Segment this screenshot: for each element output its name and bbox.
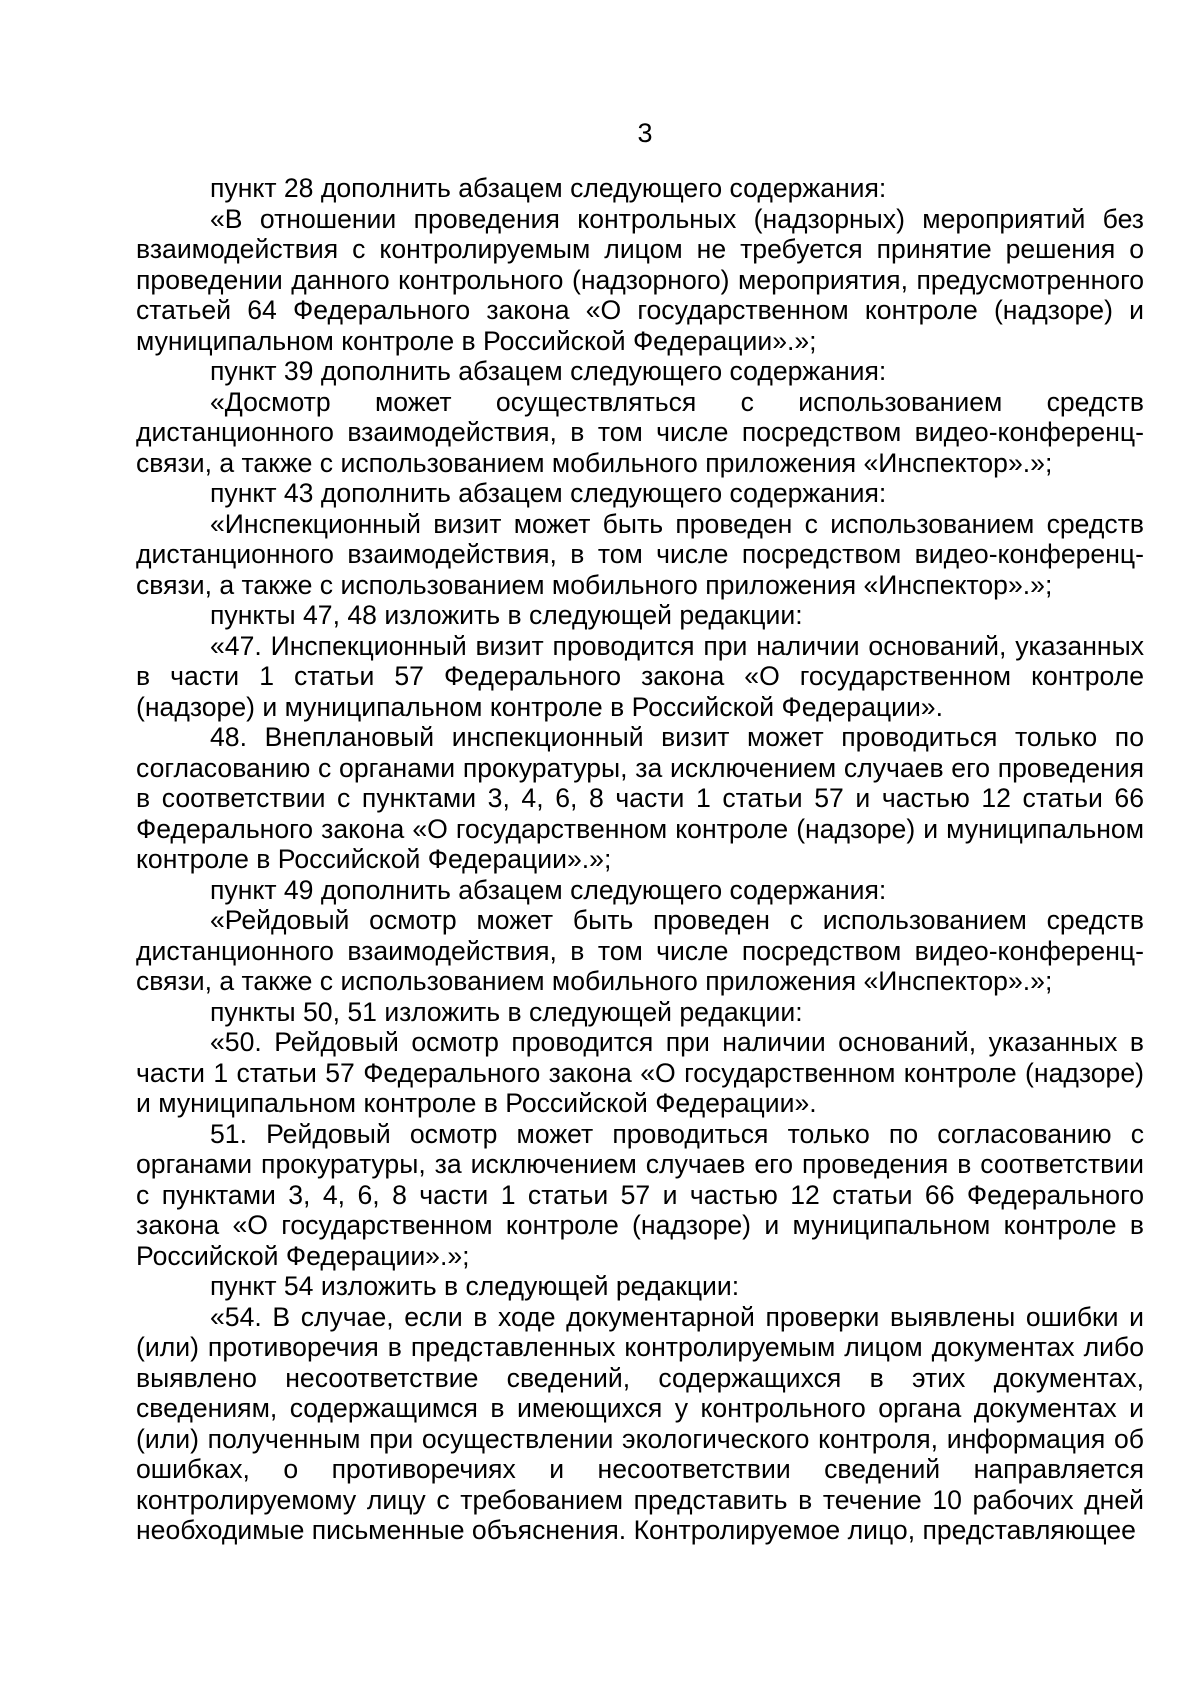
paragraph-point-51-text: 51. Рейдовый осмотр может проводиться только по согласованию с органами прокуратуры, за исключением случаев его проведения в соответствии с пунктами 3, 4, 6, 8 части 1 статьи 57 и частью 12 статьи 66 Федерального закона «О государственном контроле (надзоре) и муниципальном контроле в Российской Федерации».»; — [136, 1118, 1144, 1271]
page-number: 3 — [637, 118, 653, 148]
paragraph-point-54-text: «54. В случае, если в ходе документарной проверки выявлены ошибки и (или) противоречия в представленных контролируемым лицом документах либо выявлено несоответствие сведений, содержащихся в этих документах, сведениям, содержащимся в имеющихся у контрольного органа документах и (или) полученным при осуществлении экологического контроля, информация об ошибках, о противоречиях и несоответствии сведений направляется контролируемому лицу с требованием представить в течение 10 рабочих дней необходимые письменные объяснения. Контролируемое лицо, представляющее — [136, 1301, 1144, 1545]
paragraph-point-43-text: «Инспекционный визит может быть проведен с использованием средств дистанционного взаимодействия, в том числе посредством видео-конференц-связи, а также с использованием мобильного приложения «Инспектор».»; — [136, 508, 1144, 600]
paragraph-amend-point-28: пункт 28 дополнить абзацем следующего содержания: — [210, 173, 887, 203]
paragraph-point-28-text: «В отношении проведения контрольных (надзорных) мероприятий без взаимодействия с контролируемым лицом не требуется принятие решения о проведении данного контрольного (надзорного) мероприятия, предусмотренного статьей 64 Федерального закона «О государственном контроле (надзоре) и муниципальном контроле в Российской Федерации».»; — [136, 203, 1144, 356]
paragraph-amend-point-39: пункт 39 дополнить абзацем следующего содержания: — [210, 356, 887, 386]
paragraph-point-48-text: 48. Внеплановый инспекционный визит может проводиться только по согласованию с органами прокуратуры, за исключением случаев его проведения в соответствии с пунктами 3, 4, 6, 8 части 1 статьи 57 и частью 12 статьи 66 Федерального закона «О государственном контроле (надзоре) и муниципальном контроле в Российской Федерации».»; — [136, 722, 1144, 874]
paragraph-point-49-text: «Рейдовый осмотр может быть проведен с использованием средств дистанционного взаимодействия, в том числе посредством видео-конференц-связи, а также с использованием мобильного приложения «Инспектор».»; — [136, 905, 1144, 996]
document-body — [136, 173, 1144, 1546]
paragraph-amend-point-49: пункт 49 дополнить абзацем следующего содержания: — [210, 874, 887, 905]
paragraph-amend-points-50-51: пункты 50, 51 изложить в следующей редакции: — [210, 996, 803, 1027]
paragraph-amend-points-47-48: пункты 47, 48 изложить в следующей редакции: — [210, 600, 803, 630]
paragraph-point-47-text: «47. Инспекционный визит проводится при наличии оснований, указанных в части 1 статьи 57 Федерального закона «О государственном контроле (надзоре) и муниципальном контроле в Российской Федерации». — [136, 630, 1144, 722]
paragraph-amend-point-43: пункт 43 дополнить абзацем следующего содержания: — [210, 478, 887, 508]
paragraph-point-39-text: «Досмотр может осуществляться с использованием средств дистанционного взаимодействия, в том числе посредством видео-конференц-связи, а также с использованием мобильного приложения «Инспектор».»; — [136, 386, 1144, 478]
paragraph-amend-point-54: пункт 54 изложить в следующей редакции: — [210, 1271, 740, 1301]
paragraph-point-50-text: «50. Рейдовый осмотр проводится при наличии оснований, указанных в части 1 статьи 57 Федерального закона «О государственном контроле (надзоре) и муниципальном контроле в Российской Федерации». — [136, 1027, 1144, 1118]
